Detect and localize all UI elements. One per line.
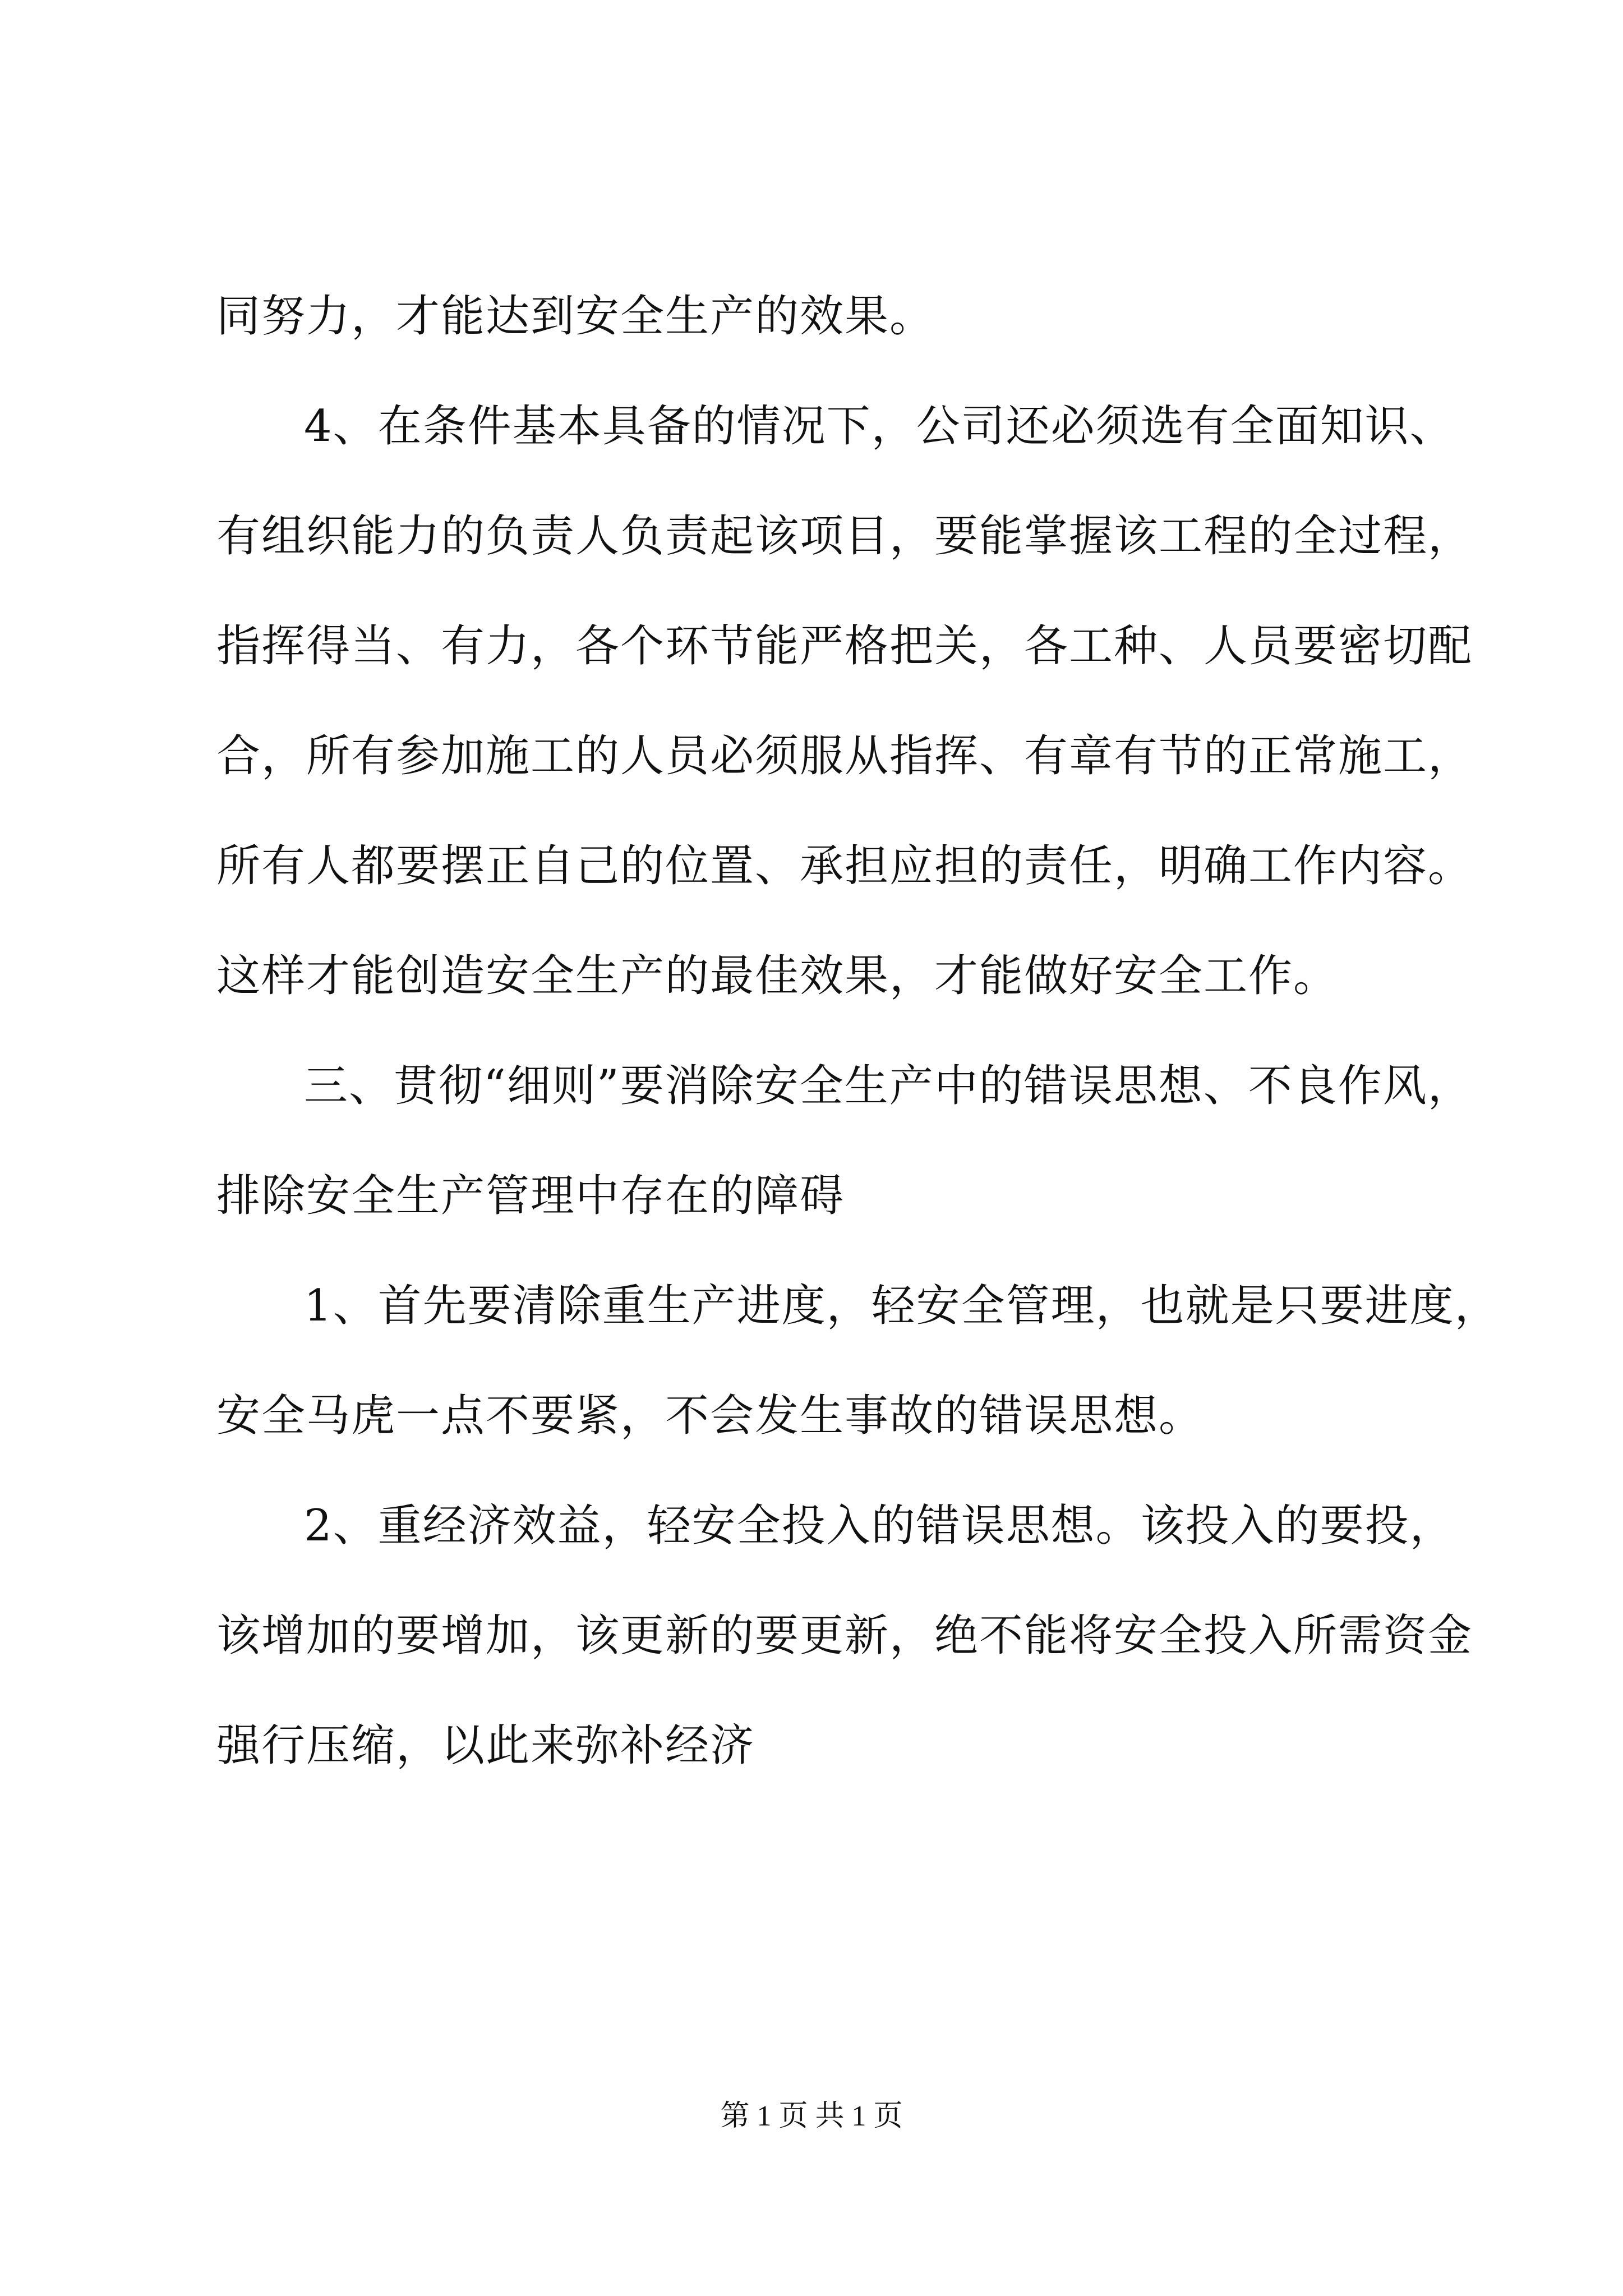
text-line: 合，所有参加施工的人员必须服从指挥、有章有节的正常施工， (216, 731, 1473, 781)
text-line: 同努力，才能达到安全生产的效果。 (216, 291, 935, 342)
text-line: 2、重经济效益，轻安全投入的错误思想。该投入的要投， (304, 1501, 1455, 1551)
text-line: 所有人都要摆正自己的位置、承担应担的责任，明确工作内容。 (216, 841, 1473, 891)
text-line: 强行压缩，以此来弥补经济 (216, 1720, 755, 1771)
page-footer (0, 2097, 1623, 2136)
text-line: 指挥得当、有力，各个环节能严格把关，各工种、人员要密切配 (216, 621, 1473, 671)
text-line: 该增加的要增加，该更新的要更新，绝不能将安全投入所需资金 (216, 1611, 1473, 1661)
section-heading-line: 排除安全生产管理中存在的障碍 (216, 1171, 845, 1221)
document-body (216, 261, 1500, 1801)
text-line: 有组织能力的负责人负责起该项目，要能掌握该工程的全过程， (216, 511, 1473, 562)
text-line: 4、在条件基本具备的情况下，公司还必须选有全面知识、 (304, 401, 1455, 452)
page-number-label: 第 1 页 共 1 页 (720, 2100, 903, 2132)
text-line: 这样才能创造安全生产的最佳效果，才能做好安全工作。 (216, 951, 1339, 1001)
text-line: 1、首先要清除重生产进度，轻安全管理，也就是只要进度， (304, 1281, 1500, 1331)
section-heading-line: 三、贯彻“细则”要消除安全生产中的错误思想、不良作风， (304, 1061, 1473, 1111)
text-line: 安全马虎一点不要紧，不会发生事故的错误思想。 (216, 1391, 1204, 1441)
